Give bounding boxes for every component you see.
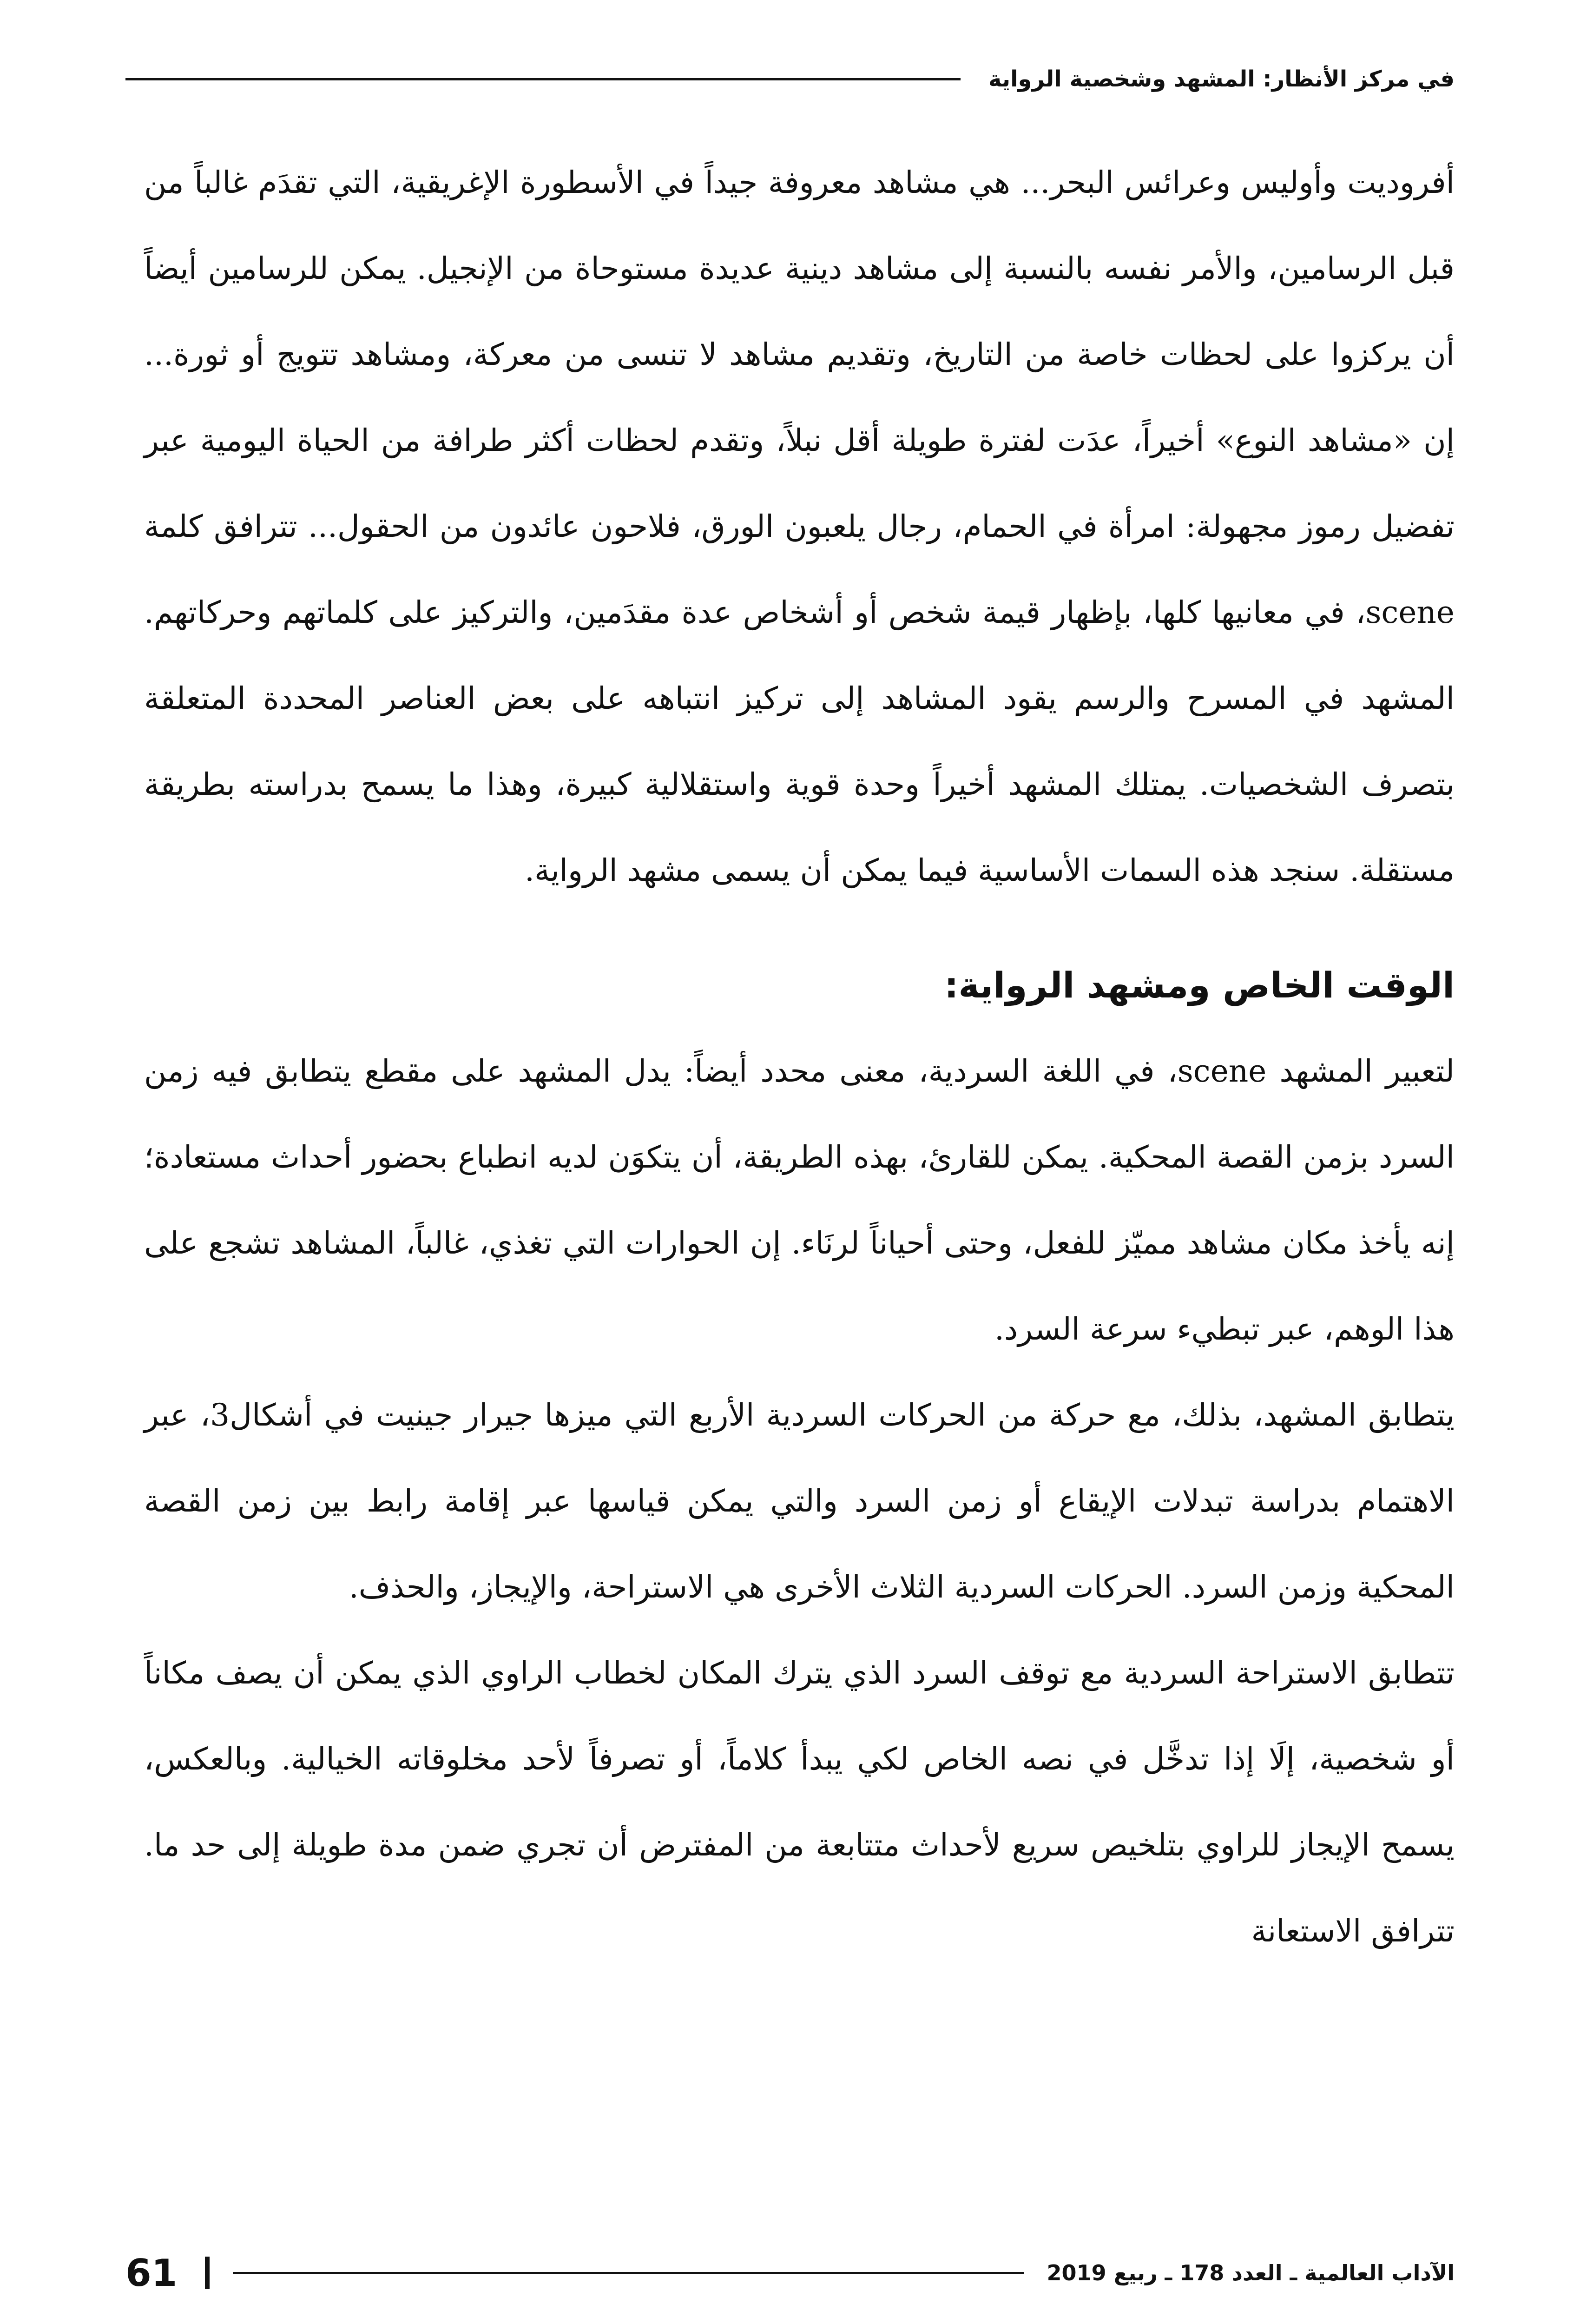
paragraph: تتطابق الاستراحة السردية مع توقف السرد الذي يترك المكان لخطاب الراوي الذي يمكن أن يصف مكاناً أو شخصية، إلَا إذا تدخَّل في نصه الخاص لكي يبدأ كلاماً، أو تصرفاً لأحد مخلوقاته الخيالية. وبالعكس، يسمح الإيجاز للراوي بتلخيص سريع لأحداث متتابعة من المفترض أن تجري ضمن مدة طويلة إلى حد ما. تترافق الاستعانة: [144, 1655, 1455, 1949]
running-header: [125, 51, 1455, 107]
paragraph: يتطابق المشهد، بذلك، مع حركة من الحركات السردية الأربع التي ميزها جيرار جينيت في أشكال3، عبر الاهتمام بدراسة تبدلات الإيقاع أو زمن السرد والتي يمكن قياسها عبر إقامة رابط بين زمن القصة المحكية وزمن السرد. الحركات السردية الثلاث الأخرى هي الاستراحة، والإيجاز، والحذف.: [144, 1397, 1455, 1605]
journal-info: الآداب العالمية ـ العدد 178 ـ ربيع 2019: [1047, 2260, 1455, 2285]
article-body: [144, 139, 1455, 1974]
running-footer: [125, 2245, 1455, 2301]
section-heading: الوقت الخاص ومشهد الرواية:: [944, 964, 1455, 1006]
footer-rule: [233, 2272, 1023, 2274]
footer-separator: [205, 2257, 210, 2289]
running-header-title: في مركز الأنظار: المشهد وشخصية الرواية: [988, 66, 1455, 92]
paragraph: لتعبير المشهد scene، في اللغة السردية، معنى محدد أيضاً: يدل المشهد على مقطع يتطابق فيه زمن السرد بزمن القصة المحكية. يمكن للقارئ، بهذه الطريقة، أن يتكوَن لديه انطباع بحضور أحداث مستعادة؛ إنه يأخذ مكان مشاهد مميّز للفعل، وحتى أحياناً لرنَاء. إن الحوارات التي تغذي، غالباً، المشاهد تشجع على هذا الوهم، عبر تبطيء سرعة السرد.: [144, 1053, 1455, 1347]
paragraph: أفروديت وأوليس وعرائس البحر... هي مشاهد معروفة جيداً في الأسطورة الإغريقية، التي تقدَم غالباً من قبل الرسامين، والأمر نفسه بالنسبة إلى مشاهد دينية عديدة مستوحاة من الإنجيل. يمكن للرسامين أيضاً أن يركزوا على لحظات خاصة من التاريخ، وتقديم مشاهد لا تنسى من معركة، ومشاهد تتويج أو ثورة... إن «مشاهد النوع» أخيراً، عدَت لفترة طويلة أقل نبلاً، وتقدم لحظات أكثر طرافة من الحياة اليومية عبر تفضيل رموز مجهولة: امرأة في الحمام، رجال يلعبون الورق، فلاحون عائدون من الحقول... تترافق كلمة scene، في معانيها كلها، بإظهار قيمة شخص أو أشخاص عدة مقدَمين، والتركيز على كلماتهم وحركاتهم. المشهد في المسرح والرسم يقود المشاهد إلى تركيز انتباهه على بعض العناصر المحددة المتعلقة بتصرف الشخصيات. يمتلك المشهد أخيراً وحدة قوية واستقلالية كبيرة، وهذا ما يسمح بدراسته بطريقة مستقلة. سنجد هذه السمات الأساسية فيما يمكن أن يسمى مشهد الرواية.: [144, 165, 1455, 888]
page-number: 61: [125, 2251, 178, 2295]
header-rule: [125, 78, 961, 80]
